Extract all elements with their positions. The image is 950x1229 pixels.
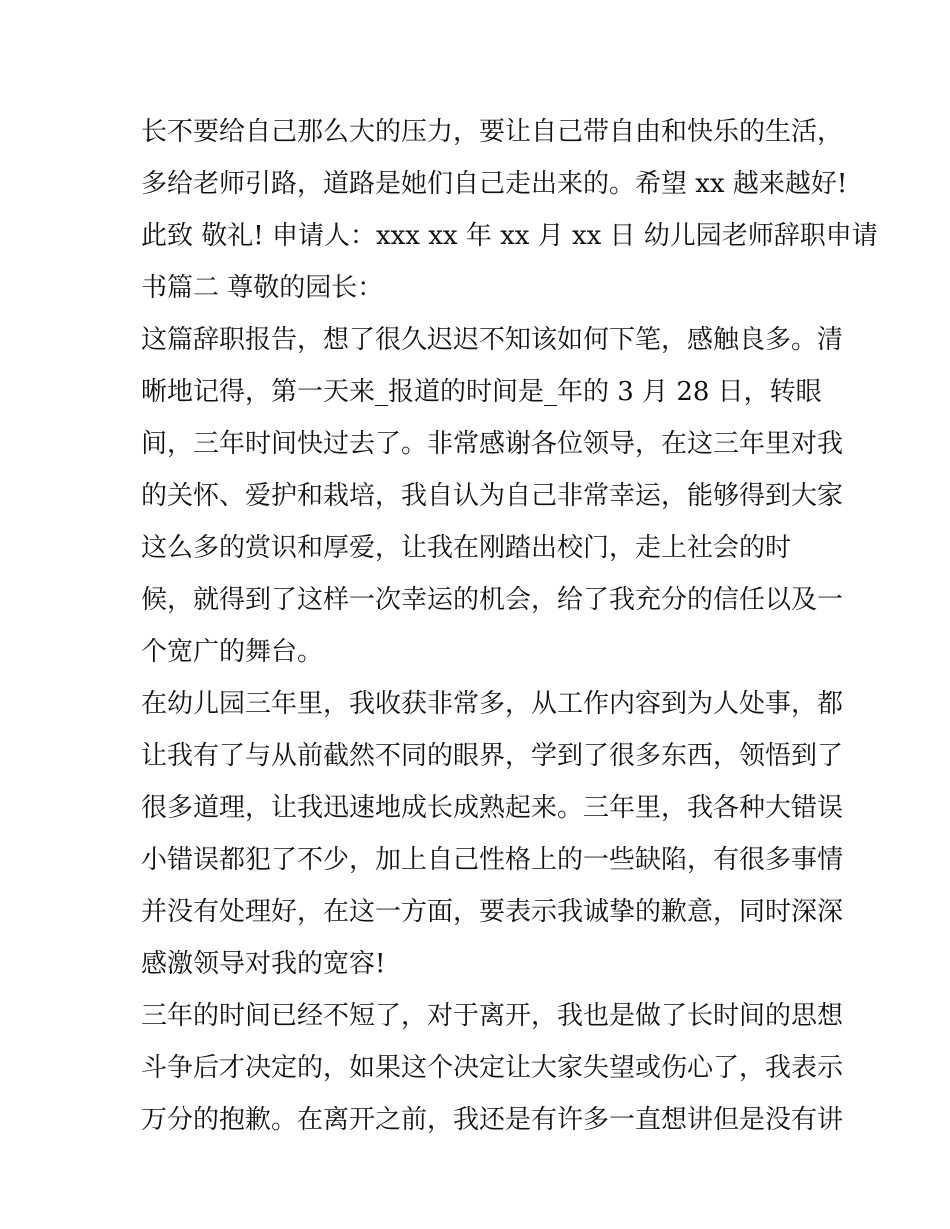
text-line: 间，三年时间快过去了。非常感谢各位领导，在这三年里对我 [141,429,844,459]
text-line: 万分的抱歉。在离开之前，我还是有许多一直想讲但是没有讲 [141,1105,844,1135]
text-line: 让我有了与从前截然不同的眼界，学到了很多东西，领悟到了 [141,741,844,771]
text-line: 这么多的赏识和厚爱，让我在刚踏出校门，走上社会的时 [141,533,792,563]
text-line: 小错误都犯了不少，加上自己性格上的一些缺陷，有很多事情 [141,845,844,875]
text-line: 晰地记得，第一天来_报道的时间是_年的 3 月 28 日，转眼 [141,377,822,407]
text-line: 个宽广的舞台。 [141,637,324,667]
text-line: 在幼儿园三年里，我收获非常多，从工作内容到为人处事，都 [141,689,844,719]
text-line: 感激领导对我的宽容! [141,949,386,979]
document-body [141,106,878,1146]
text-line: 很多道理，让我迅速地成长成熟起来。三年里，我各种大错误 [141,793,844,823]
text-line: 候，就得到了这样一次幸运的机会，给了我充分的信任以及一 [141,585,844,615]
text-line: 长不要给自己那么大的压力，要让自己带自由和快乐的生活， [141,117,844,147]
text-line: 的关怀、爱护和栽培，我自认为自己非常幸运，能够得到大家 [141,481,844,511]
text-line: 此致 敬礼! 申请人：xxx xx 年 xx 月 xx 日 幼儿园老师辞职申请 [141,221,878,251]
text-line: 书篇二 尊敬的园长： [141,273,384,303]
text-line: 三年的时间已经不短了，对于离开，我也是做了长时间的思想 [141,1001,844,1031]
text-line: 并没有处理好，在这一方面，要表示我诚挚的歉意，同时深深 [141,897,844,927]
text-line: 多给老师引路，道路是她们自己走出来的。希望 xx 越来越好! [141,169,848,199]
text-line: 斗争后才决定的，如果这个决定让大家失望或伤心了，我表示 [141,1053,844,1083]
text-line: 这篇辞职报告，想了很久迟迟不知该如何下笔，感触良多。清 [141,325,844,355]
